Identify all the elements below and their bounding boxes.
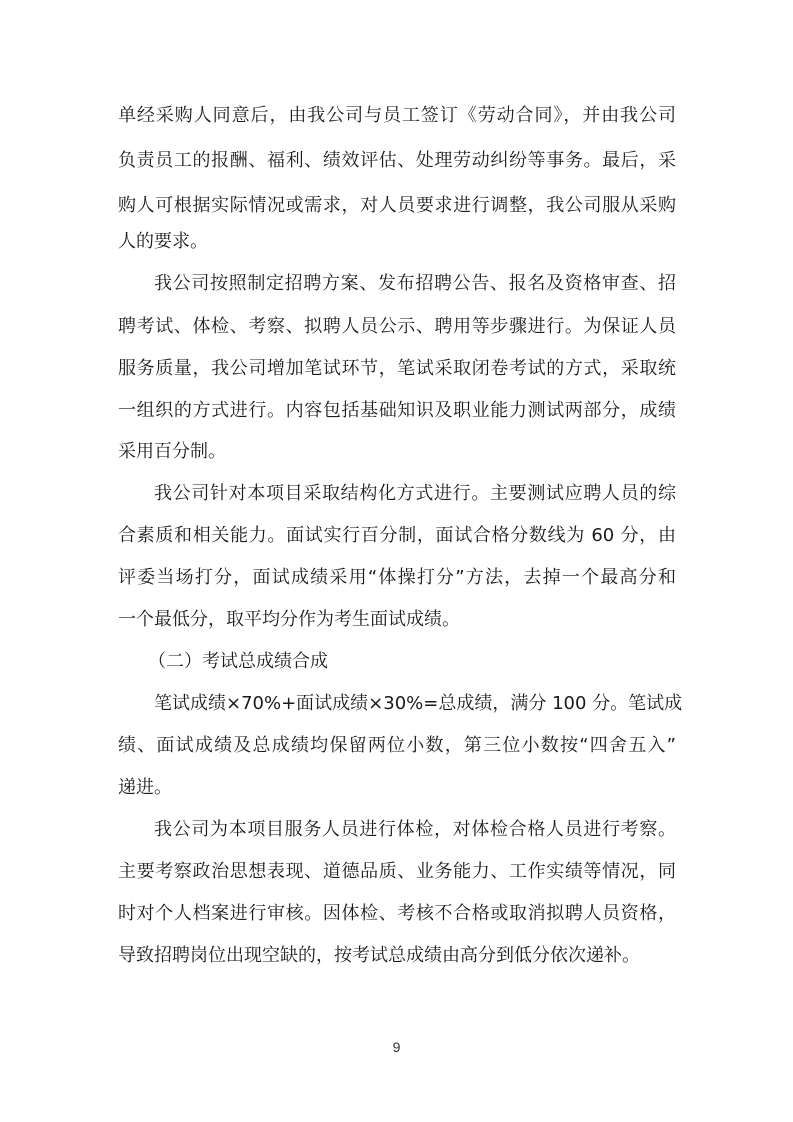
- page-number: 9: [392, 1039, 401, 1055]
- text-line: 绩、面试成绩及总成绩均保留两位小数，第三位小数按“四舍五入”: [118, 735, 676, 756]
- text-line: 主要考察政治思想表现、道德品质、业务能力、工作实绩等情况，同: [118, 861, 676, 882]
- text-line: 时对个人档案进行审核。因体检、考核不合格或取消拟聘人员资格，: [118, 903, 676, 924]
- text-line: 服务质量，我公司增加笔试环节，笔试采取闭卷考试的方式，采取统: [118, 358, 676, 379]
- text-line: 我公司针对本项目采取结构化方式进行。主要测试应聘人员的综: [154, 483, 676, 504]
- text-line: 我公司按照制定招聘方案、发布招聘公告、报名及资格审查、招: [154, 273, 676, 294]
- text-line: 购人可根据实际情况或需求，对人员要求进行调整，我公司服从采购: [118, 195, 676, 216]
- text-line: 一个最低分，取平均分作为考生面试成绩。: [118, 609, 460, 630]
- text-line: 负责员工的报酬、福利、绩效评估、处理劳动纠纷等事务。最后，采: [118, 150, 676, 171]
- text-line: 我公司为本项目服务人员进行体检，对体检合格人员进行考察。: [154, 819, 676, 840]
- text-line: 笔试成绩×70%+面试成绩×30%=总成绩，满分 100 分。笔试成: [154, 693, 683, 714]
- text-line: 评委当场打分，面试成绩采用“体操打分”方法，去掉一个最高分和: [118, 567, 676, 588]
- text-line: 采用百分制。: [118, 441, 226, 462]
- text-line: 单经采购人同意后，由我公司与员工签订《劳动合同》，并由我公司: [118, 105, 676, 126]
- text-line: 一组织的方式进行。内容包括基础知识及职业能力测试两部分，成绩: [118, 400, 676, 421]
- text-line: 导致招聘岗位出现空缺的，按考试总成绩由高分到低分依次递补。: [118, 945, 640, 966]
- text-line: 合素质和相关能力。面试实行百分制，面试合格分数线为 60 分，由: [118, 525, 676, 546]
- text-line: 递进。: [118, 777, 172, 798]
- section-heading: （二）考试总成绩合成: [148, 651, 328, 672]
- text-line: 聘考试、体检、考察、拟聘人员公示、聘用等步骤进行。为保证人员: [118, 316, 676, 337]
- text-line: 人的要求。: [118, 231, 208, 252]
